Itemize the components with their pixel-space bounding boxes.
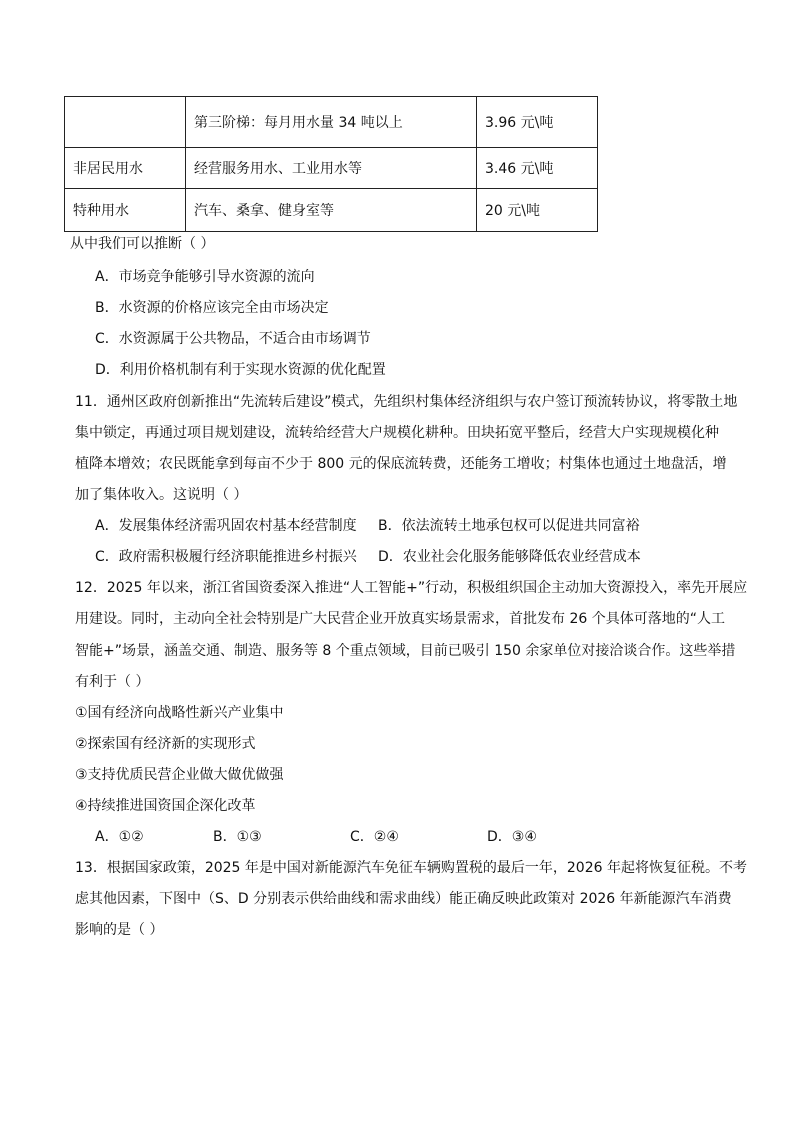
q11-option-a: A．发展集体经济需巩固农村基本经营制度 bbox=[95, 518, 357, 534]
q12-option-d: D．③④ bbox=[487, 829, 537, 845]
table-cell: 非居民用水 bbox=[65, 148, 186, 189]
table-cell: 经营服务用水、工业用水等 bbox=[186, 148, 477, 189]
q13-line-2: 虑其他因素，下图中（S、D 分别表示供给曲线和需求曲线）能正确反映此政策对 2026 年新能源汽车消费 bbox=[75, 891, 732, 907]
q10-option-c: C．水资源属于公共物品，不适合由市场调节 bbox=[95, 331, 371, 347]
table-cell: 汽车、桑拿、健身室等 bbox=[186, 189, 477, 232]
q12-option-b: B．①③ bbox=[213, 829, 262, 845]
water-price-table bbox=[64, 96, 598, 232]
q12-line-4: 有利于（ ） bbox=[75, 674, 150, 690]
q12-option-a: A．①② bbox=[95, 829, 144, 845]
q11-option-d: D．农业社会化服务能够降低农业经营成本 bbox=[378, 549, 641, 565]
q12-item-3: ③支持优质民营企业做大做优做强 bbox=[75, 767, 284, 783]
table-cell bbox=[65, 97, 186, 148]
table-row bbox=[65, 189, 598, 232]
q13-line-3: 影响的是（ ） bbox=[75, 922, 164, 938]
q10-option-b: B．水资源的价格应该完全由市场决定 bbox=[95, 300, 329, 316]
table-cell: 特种用水 bbox=[65, 189, 186, 232]
table-row bbox=[65, 148, 598, 189]
q11-line-2: 集中锁定，再通过项目规划建设，流转给经营大户规模化耕种。田块拓宽平整后，经营大户实现规模化种 bbox=[75, 425, 719, 441]
q12-line-1: 12．2025 年以来，浙江省国资委深入推进“人工智能+”行动，积极组织国企主动加大资源投入，率先开展应 bbox=[75, 580, 748, 596]
q12-item-4: ④持续推进国资国企深化改革 bbox=[75, 798, 256, 814]
q11-option-b: B．依法流转土地承包权可以促进共同富裕 bbox=[378, 518, 640, 534]
table-cell: 20 元\吨 bbox=[477, 189, 598, 232]
q11-line-4: 加了集体收入。这说明（ ） bbox=[75, 487, 248, 503]
q12-option-c: C．②④ bbox=[350, 829, 399, 845]
q12-item-1: ①国有经济向战略性新兴产业集中 bbox=[75, 705, 284, 721]
q11-options-row-2 bbox=[95, 547, 641, 567]
q12-item-2: ②探索国有经济新的实现形式 bbox=[75, 736, 256, 752]
table-cell: 3.46 元\吨 bbox=[477, 148, 598, 189]
q13-line-1: 13．根据国家政策，2025 年是中国对新能源汽车免征车辆购置税的最后一年，2026 年起将恢复征税。不考 bbox=[75, 860, 747, 876]
q12-line-2: 用建设。同时，主动向全社会特别是广大民营企业开放真实场景需求，首批发布 26 个具体可落地的“人工 bbox=[75, 611, 725, 627]
q10-stem: 从中我们可以推断（ ） bbox=[70, 236, 215, 252]
q12-options-row bbox=[95, 827, 537, 847]
q10-option-d: D．利用价格机制有利于实现水资源的优化配置 bbox=[95, 362, 386, 378]
q11-line-3: 植降本增效；农民既能拿到每亩不少于 800 元的保底流转费，还能务工增收；村集体也通过土地盘活，增 bbox=[75, 456, 727, 472]
q11-option-c: C．政府需积极履行经济职能推进乡村振兴 bbox=[95, 549, 357, 565]
table-cell: 3.96 元\吨 bbox=[477, 97, 598, 148]
q10-option-a: A．市场竞争能够引导水资源的流向 bbox=[95, 269, 315, 285]
table-cell: 第三阶梯：每月用水量 34 吨以上 bbox=[186, 97, 477, 148]
q12-line-3: 智能+”场景，涵盖交通、制造、服务等 8 个重点领域，目前已吸引 150 余家单位对接洽谈合作。这些举措 bbox=[75, 643, 736, 659]
table-row bbox=[65, 97, 598, 148]
q11-options-row-1 bbox=[95, 516, 640, 536]
q11-line-1: 11．通州区政府创新推出“先流转后建设”模式，先组织村集体经济组织与农户签订预流转协议，将零散土地 bbox=[75, 394, 738, 410]
